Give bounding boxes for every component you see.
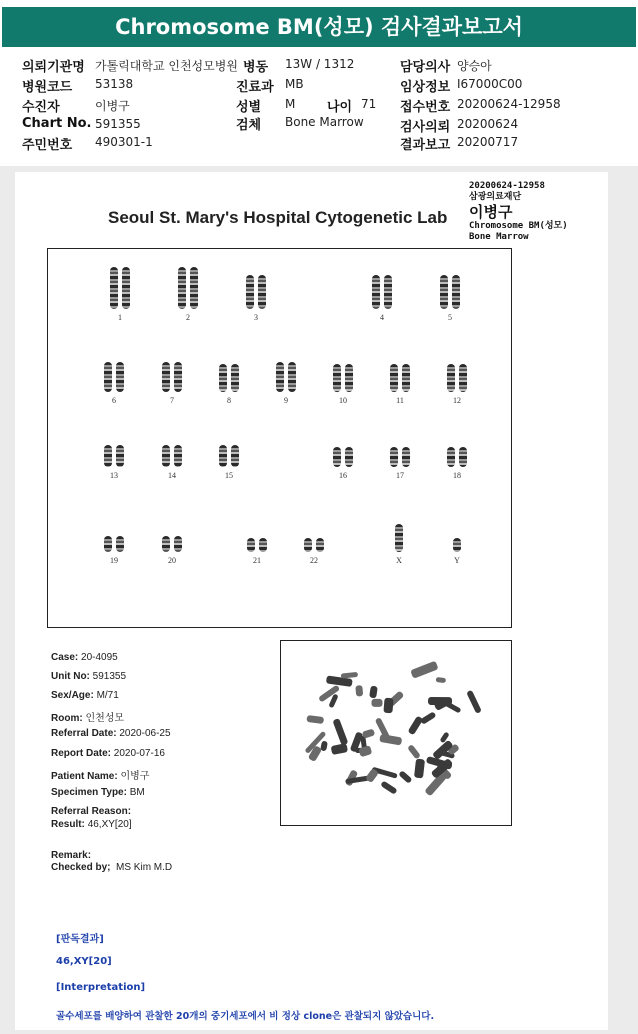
report-header: [0, 0, 638, 50]
metaphase-chromosome: [414, 759, 425, 779]
chromosome-band: [162, 445, 170, 467]
age-value: 71: [361, 97, 377, 111]
chromosome-14: [156, 445, 188, 480]
chromosome-label: 4: [380, 313, 384, 322]
chromosome-band: [453, 538, 461, 552]
chromosome-band: [219, 364, 227, 392]
dept-label: 진료과: [236, 80, 274, 95]
chromosome-label: 9: [284, 396, 288, 405]
chromosome-label: 18: [453, 471, 461, 480]
metaphase-chromosome: [358, 745, 372, 757]
chromosome-band: [104, 362, 112, 392]
chromosome-21: [241, 538, 273, 565]
interpretation-label: [Interpretation]: [56, 982, 146, 993]
chromosome-12: [441, 364, 473, 405]
chromosome-band: [178, 267, 186, 309]
chromosome-8: [213, 364, 245, 405]
ward-label: 병동: [243, 60, 269, 75]
chromosome-band: [447, 447, 455, 467]
chromosome-band: [384, 275, 392, 309]
checked-label: Checked by;: [51, 862, 111, 873]
chromosome-band: [288, 362, 296, 392]
chromosome-band: [333, 364, 341, 392]
specimen-label: 검체: [236, 118, 262, 133]
case-row: [51, 652, 118, 663]
chromosome-label: 15: [225, 471, 233, 480]
clinical-label: 임상정보: [400, 80, 451, 95]
chromosome-label: 8: [227, 396, 231, 405]
chromosome-band: [316, 538, 324, 552]
chromosome-label: 14: [168, 471, 176, 480]
specimen-type-value: BM: [129, 787, 145, 798]
chromosome-band: [447, 364, 455, 392]
chromosome-4: [366, 275, 398, 322]
metaphase-chromosome: [436, 677, 447, 683]
chromosome-band: [190, 267, 198, 309]
patient-name-row: [51, 767, 149, 782]
chart-value: 591355: [95, 117, 141, 131]
receipt-label: 접수번호: [400, 100, 451, 115]
chromosome-1: [104, 267, 136, 322]
metaphase-chromosome: [331, 743, 348, 755]
unit-row: [51, 671, 126, 682]
chromosome-3: [240, 275, 272, 322]
doctor-label: 담당의사: [400, 60, 451, 75]
chart-label: Chart No.: [22, 116, 92, 131]
metaphase-chromosome: [380, 781, 397, 795]
remark-label: Remark:: [51, 850, 92, 861]
chromosome-label: 21: [253, 556, 261, 565]
chromosome-label: 6: [112, 396, 116, 405]
chromosome-band: [174, 362, 182, 392]
clinical-value: I67000C00: [457, 77, 523, 91]
chromosome-band: [372, 275, 380, 309]
chromosome-label: 10: [339, 396, 347, 405]
chromosome-label: 5: [448, 313, 452, 322]
interpretation-text: 골수세포를 배양하여 관찰한 20개의 중기세포에서 비 정상 clone은 관찰되지 않았습니다.: [56, 1011, 435, 1022]
metaphase-chromosome: [466, 690, 482, 714]
karyotype-image: [47, 248, 512, 628]
chromosome-band: [162, 536, 170, 552]
chromosome-label: 16: [339, 471, 347, 480]
sexage-label: Sex/Age:: [51, 690, 94, 701]
case-report-date-label: Report Date:: [51, 748, 112, 759]
chromosome-6: [98, 362, 130, 405]
metaphase-chromosome: [410, 661, 438, 679]
metaphase-chromosome: [362, 729, 375, 740]
chromosome-16: [327, 447, 359, 480]
specimen-stamp: [469, 181, 568, 243]
patient-label: 수진자: [22, 100, 60, 115]
sex-label: 성별: [236, 100, 262, 115]
checked-value: MS Kim M.D: [116, 862, 173, 873]
chromosome-label: 19: [110, 556, 118, 565]
metaphase-image: [280, 640, 512, 826]
chromosome-band: [104, 445, 112, 467]
report-date-row: [51, 748, 165, 759]
chromosome-band: [402, 447, 410, 467]
referral-date-row: [51, 728, 171, 739]
chromosome-label: Y: [454, 556, 460, 565]
chromosome-band: [110, 267, 118, 309]
ssn-value: 490301-1: [95, 135, 153, 149]
stamp-org: 삼광의료재단: [469, 192, 522, 202]
receipt-value: 20200624-12958: [457, 97, 561, 111]
chromosome-y: [441, 538, 473, 565]
case-label: Case:: [51, 652, 79, 663]
chromosome-band: [395, 524, 403, 552]
room-row: [51, 709, 124, 724]
hosp-code-label: 병원코드: [22, 80, 73, 95]
referral-reason-row: [51, 806, 131, 817]
doctor-value: 양승아: [457, 59, 492, 73]
remark-row: [51, 850, 91, 861]
metaphase-chromosome: [419, 711, 436, 725]
chromosome-22: [298, 538, 330, 565]
result-value: 46,XY[20]: [87, 819, 132, 830]
specimen-type-label: Specimen Type:: [51, 787, 127, 798]
specimen-type-row: [51, 787, 145, 798]
result-row: [51, 819, 132, 830]
checked-row: [51, 862, 172, 873]
ward-value: 13W / 1312: [285, 57, 355, 71]
unit-label: Unit No:: [51, 671, 90, 682]
judgement-value: 46,XY[20]: [56, 956, 112, 967]
stamp-specimen: Bone Marrow: [469, 232, 529, 242]
chromosome-band: [219, 445, 227, 467]
metaphase-chromosome: [369, 686, 377, 698]
chromosome-band: [452, 275, 460, 309]
report-date-value: 20200717: [457, 135, 519, 149]
chromosome-band: [402, 364, 410, 392]
ssn-label: 주민번호: [22, 138, 73, 153]
chromosome-band: [231, 445, 239, 467]
chromosome-band: [440, 275, 448, 309]
chromosome-band: [247, 538, 255, 552]
case-report-date-value: 2020-07-16: [113, 748, 165, 759]
chromosome-label: 7: [170, 396, 174, 405]
dept-value: MB: [285, 77, 304, 91]
result-label: Result:: [51, 819, 85, 830]
stamp-test: Chromosome BM(성모): [469, 221, 568, 231]
lab-title: Seoul St. Mary's Hospital Cytogenetic Lab: [108, 208, 448, 227]
room-label: Room:: [51, 713, 83, 724]
chromosome-label: 3: [254, 313, 258, 322]
chromosome-label: 11: [396, 396, 404, 405]
metaphase-chromosome: [383, 698, 393, 713]
request-label: 검사의뢰: [400, 120, 451, 135]
report-date-label: 결과보고: [400, 138, 451, 153]
chromosome-band: [459, 364, 467, 392]
metaphase-chromosome: [306, 715, 323, 724]
stamp-name: 이병구: [469, 203, 513, 221]
chromosome-band: [162, 362, 170, 392]
chromosome-band: [276, 362, 284, 392]
chromosome-17: [384, 447, 416, 480]
referral-reason-label: Referral Reason:: [51, 806, 132, 817]
chromosome-band: [246, 275, 254, 309]
age-label: 나이: [327, 100, 353, 115]
chromosome-label: 13: [110, 471, 118, 480]
metaphase-chromosome: [397, 770, 412, 784]
chromosome-band: [345, 447, 353, 467]
metaphase-chromosome: [356, 685, 364, 697]
hosp-code-value: 53138: [95, 77, 134, 91]
case-value: 20-4095: [81, 652, 118, 663]
chromosome-band: [122, 267, 130, 309]
chromosome-9: [270, 362, 302, 405]
request-value: 20200624: [457, 117, 519, 131]
chromosome-13: [98, 445, 130, 480]
chromosome-5: [434, 275, 466, 322]
chromosome-label: 12: [453, 396, 461, 405]
patient-name-label: Patient Name:: [51, 771, 118, 782]
chromosome-band: [116, 536, 124, 552]
chromosome-label: 22: [310, 556, 318, 565]
metaphase-chromosome: [320, 741, 328, 752]
chromosome-19: [98, 536, 130, 565]
metaphase-chromosome: [406, 744, 420, 760]
chromosome-band: [258, 275, 266, 309]
chromosome-band: [174, 445, 182, 467]
chromosome-20: [156, 536, 188, 565]
sexage-value: M/71: [96, 690, 119, 701]
chromosome-band: [259, 538, 267, 552]
chromosome-10: [327, 364, 359, 405]
chromosome-band: [459, 447, 467, 467]
patient-value: 이병구: [95, 99, 130, 113]
chromosome-x: [383, 524, 415, 565]
client-value: 가톨릭대학교 인천성모병원: [95, 59, 238, 73]
chromosome-label: X: [396, 556, 402, 565]
chromosome-band: [304, 538, 312, 552]
chromosome-label: 2: [186, 313, 190, 322]
sexage-row: [51, 690, 119, 701]
report-title: Chromosome BM(성모) 검사결과보고서: [2, 7, 636, 47]
patient-info-panel: [0, 50, 638, 166]
chromosome-band: [116, 445, 124, 467]
chromosome-band: [345, 364, 353, 392]
client-label: 의뢰기관명: [22, 60, 85, 75]
chromosome-label: 17: [396, 471, 404, 480]
patient-name-value: 이병구: [120, 771, 150, 782]
referral-date-label: Referral Date:: [51, 728, 117, 739]
chromosome-7: [156, 362, 188, 405]
chromosome-label: 20: [168, 556, 176, 565]
chromosome-11: [384, 364, 416, 405]
chromosome-band: [390, 447, 398, 467]
specimen-value: Bone Marrow: [285, 115, 364, 129]
chromosome-band: [116, 362, 124, 392]
chromosome-band: [104, 536, 112, 552]
chromosome-band: [231, 364, 239, 392]
chromosome-band: [390, 364, 398, 392]
chromosome-15: [213, 445, 245, 480]
chromosome-18: [441, 447, 473, 480]
metaphase-chromosome: [333, 718, 349, 746]
unit-value: 591355: [92, 671, 127, 682]
chromosome-2: [172, 267, 204, 322]
chromosome-label: 1: [118, 313, 122, 322]
sex-value: M: [285, 97, 296, 111]
metaphase-chromosome: [371, 699, 382, 707]
referral-date-value: 2020-06-25: [119, 728, 171, 739]
chromosome-band: [333, 447, 341, 467]
judgement-label: [판독결과]: [56, 934, 104, 945]
chromosome-band: [174, 536, 182, 552]
room-value: 인천성모: [85, 713, 125, 724]
stamp-id: 20200624-12958: [469, 181, 545, 191]
metaphase-chromosome: [365, 768, 379, 783]
